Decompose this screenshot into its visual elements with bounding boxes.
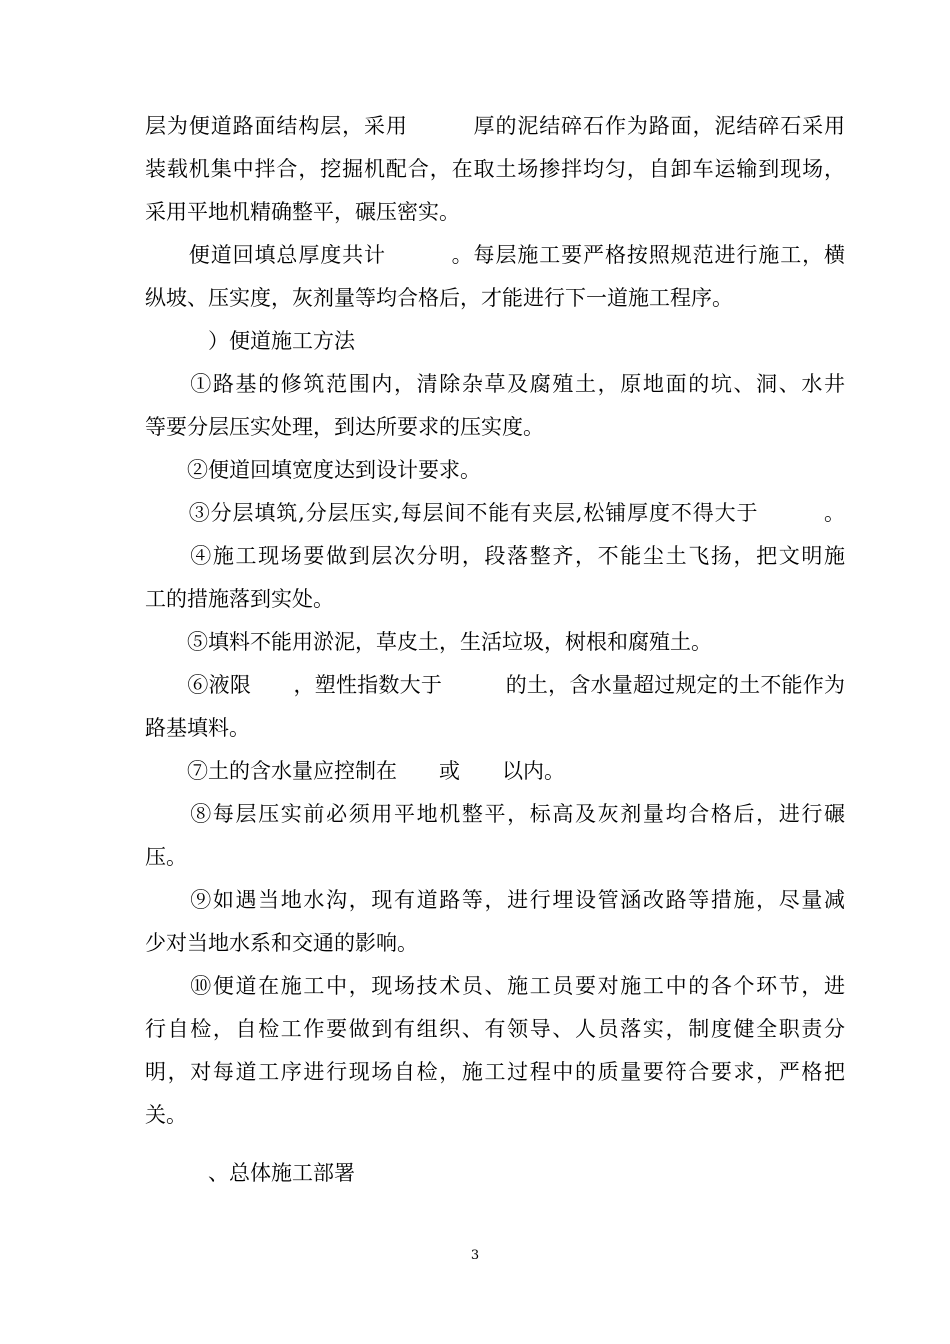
- list-item: ⑤填料不能用淤泥，草皮土，生活垃圾，树根和腐殖土。: [145, 630, 712, 654]
- section-heading: 、总体施工部署: [145, 1161, 355, 1185]
- text-line: 便道回填总厚度共计 。每层施工要严格按照规范进行施工，横: [145, 243, 845, 267]
- list-item: ②便道回填宽度达到设计要求。: [145, 458, 481, 482]
- list-item: ⑧每层压实前必须用平地机整平，标高及灰剂量均合格后，进行碾: [145, 802, 845, 826]
- page-number: 3: [470, 1248, 480, 1263]
- text-line: 采用平地机精确整平，碾压密实。: [145, 200, 460, 224]
- text-line: 少对当地水系和交通的影响。: [145, 931, 418, 955]
- text-line: 等要分层压实处理，到达所要求的压实度。: [145, 415, 544, 439]
- list-item: ③分层填筑,分层压实,每层间不能有夹层,松铺厚度不得大于 。: [145, 501, 845, 525]
- section-heading: ）便道施工方法: [145, 329, 355, 353]
- list-item: ①路基的修筑范围内，清除杂草及腐殖土，原地面的坑、洞、水井: [145, 372, 845, 396]
- list-item: ⑨如遇当地水沟，现有道路等，进行埋设管涵改路等措施，尽量减: [145, 888, 845, 912]
- text-line: 行自检，自检工作要做到有组织、有领导、人员落实，制度健全职责分: [145, 1017, 845, 1041]
- list-item: ⑩便道在施工中，现场技术员、施工员要对施工中的各个环节，进: [145, 974, 845, 998]
- text-line: 层为便道路面结构层，采用 厚的泥结碎石作为路面，泥结碎石采用: [145, 114, 845, 138]
- text-line: 装载机集中拌合，挖掘机配合，在取土场掺拌均匀，自卸车运输到现场，: [145, 157, 845, 181]
- list-item: ⑥液限 ，塑性指数大于 的土，含水量超过规定的土不能作为: [145, 673, 845, 697]
- text-line: 纵坡、压实度，灰剂量等均合格后，才能进行下一道施工程序。: [145, 286, 733, 310]
- text-line: 压。: [145, 845, 187, 869]
- text-line: 路基填料。: [145, 716, 250, 740]
- text-line: 关。: [145, 1103, 187, 1127]
- list-item: ④施工现场要做到层次分明，段落整齐，不能尘土飞扬，把文明施: [145, 544, 845, 568]
- list-item: ⑦土的含水量应控制在 或 以内。: [145, 759, 565, 783]
- text-line: 明，对每道工序进行现场自检，施工过程中的质量要符合要求，严格把: [145, 1060, 845, 1084]
- text-line: 工的措施落到实处。: [145, 587, 334, 611]
